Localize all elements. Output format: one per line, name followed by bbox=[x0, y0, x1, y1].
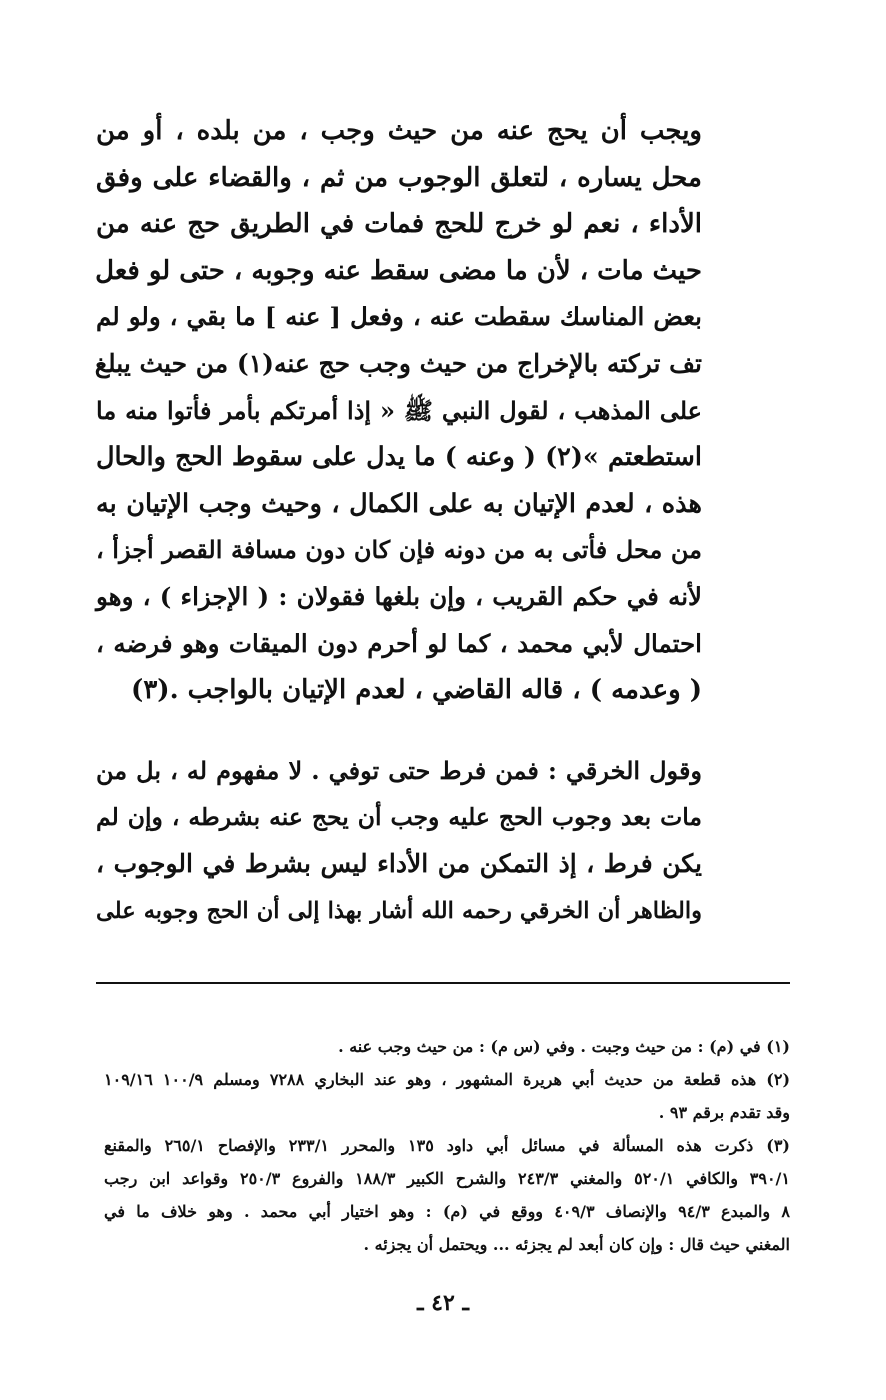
text-line: محل يساره ، لتعلق الوجوب من ثم ، والقضاء على وفق bbox=[96, 162, 702, 193]
footnote-line: ٣٩٠/١ والكافي ٥٢٠/١ والمغني ٢٤٣/٣ والشرح الكبير ١٨٨/٣ والفروع ٢٥٠/٣ وقواعد ابن رجب bbox=[104, 1169, 790, 1188]
text-line: استطعتم »(٢) ( وعنه ) ما يدل على سقوط الحج والحال bbox=[96, 442, 703, 473]
text-line: لأنه في حكم القريب ، وإن بلغها فقولان : ( الإجزاء ) ، وهو bbox=[96, 581, 702, 611]
footnote-divider bbox=[96, 982, 790, 984]
text-line: من محل فأتى به من دونه فإن كان دون مسافة القصر أجزأ ، bbox=[96, 535, 702, 565]
text-line: بعض المناسك سقطت عنه ، وفعل [ عنه ] ما بقي ، ولو لم bbox=[96, 302, 702, 332]
footnote-line: (٢) هذه قطعة من حديث أبي هريرة المشهور ، وهو عند البخاري ٧٢٨٨ ومسلم ١٠٠/٩ ١٠٩/١٦ bbox=[104, 1070, 791, 1089]
paragraph-gap bbox=[96, 714, 702, 748]
footnote-line: ٨ والمبدع ٩٤/٣ والإنصاف ٤٠٩/٣ ووقع في (م) : وهو اختيار أبي محمد . وهو خلاف ما في bbox=[104, 1202, 790, 1221]
text-line: والظاهر أن الخرقي رحمه الله أشار بهذا إلى أن الحج وجوبه على bbox=[96, 897, 702, 924]
text-line: هذه ، لعدم الإتيان به على الكمال ، وحيث وجب الإتيان به bbox=[96, 488, 702, 519]
main-text bbox=[96, 108, 702, 934]
footnote-line: (٣) ذكرت هذه المسألة في مسائل أبي داود ١٣٥ والمحرر ٢٣٣/١ والإفصاح ٢٦٥/١ والمقنع bbox=[104, 1136, 790, 1155]
text-line: ويجب أن يحج عنه من حيث وجب ، من بلده ، أو من bbox=[96, 116, 702, 146]
footnote-line: (١) في (م) : من حيث وجبت . وفي (س م) : من حيث وجب عنه . bbox=[338, 1037, 790, 1056]
text-line: وقول الخرقي : فمن فرط حتى توفي . لا مفهوم له ، بل من bbox=[96, 755, 703, 785]
text-line: احتمال لأبي محمد ، كما لو أحرم دون الميقات وهو فرضه ، bbox=[96, 628, 702, 658]
text-line: على المذهب ، لقول النبي ﷺ « إذا أمرتكم بأمر فأتوا منه ما bbox=[96, 395, 702, 425]
text-line: الأداء ، نعم لو خرج للحج فمات في الطريق حج عنه من bbox=[96, 209, 702, 240]
page-number: ـ ٤٢ ـ bbox=[417, 1290, 469, 1316]
footnote-line: وقد تقدم برقم ٩٣ . bbox=[658, 1103, 790, 1122]
text-line: حيث مات ، لأن ما مضى سقط عنه وجوبه ، حتى لو فعل bbox=[95, 255, 702, 286]
footnotes bbox=[104, 1030, 790, 1261]
text-line: يكن فرط ، إذ التمكن من الأداء ليس بشرط في الوجوب ، bbox=[96, 848, 702, 878]
text-line: مات بعد وجوب الحج عليه وجب أن يحج عنه بشرطه ، وإن لم bbox=[96, 803, 702, 832]
text-line: تف تركته بالإخراج من حيث وجب حج عنه(١) من حيث يبلغ bbox=[94, 348, 702, 378]
footnote-line: المغني حيث قال : وإن كان أبعد لم يجزئه ... ويحتمل أن يجزئه . bbox=[363, 1235, 790, 1254]
text-line: ( وعدمه ) ، قاله القاضي ، لعدم الإتيان بالواجب .(٣) bbox=[131, 675, 702, 706]
